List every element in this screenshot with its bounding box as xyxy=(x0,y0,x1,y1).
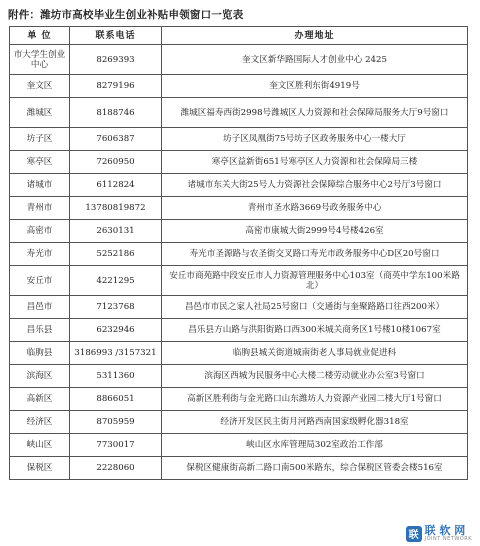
unit-cell: 寒亭区 xyxy=(10,151,70,174)
unit-cell: 临朐县 xyxy=(10,342,70,365)
phone-cell: 6112824 xyxy=(70,174,162,197)
table-row xyxy=(10,174,468,197)
unit-cell: 滨海区 xyxy=(10,365,70,388)
phone-cell: 7606387 xyxy=(70,128,162,151)
phone-cell: 13780819872 xyxy=(70,197,162,220)
unit-cell: 峡山区 xyxy=(10,434,70,457)
phone-cell: 7123768 xyxy=(70,296,162,319)
table-row xyxy=(10,243,468,266)
logo-name: 联 软 网 xyxy=(424,524,466,537)
phone-cell: 6232946 xyxy=(70,319,162,342)
unit-cell: 寿光市 xyxy=(10,243,70,266)
address-cell: 高新区胜利街与金光路口山东潍坊人力资源产业园二楼大厅1号窗口 xyxy=(162,388,468,411)
table-body xyxy=(10,45,468,480)
address-cell: 奎文区新华路国际人才创业中心 2425 xyxy=(162,45,468,75)
table-row xyxy=(10,75,468,98)
table-row xyxy=(10,434,468,457)
unit-cell: 昌乐县 xyxy=(10,319,70,342)
address-cell: 坊子区凤凰街75号坊子区政务服务中心一楼大厅 xyxy=(162,128,468,151)
table-row xyxy=(10,342,468,365)
unit-cell: 高密市 xyxy=(10,220,70,243)
address-cell: 青州市圣水路3669号政务服务中心 xyxy=(162,197,468,220)
phone-cell: 5252186 xyxy=(70,243,162,266)
phone-cell: 8269393 xyxy=(70,45,162,75)
unit-cell: 潍城区 xyxy=(10,98,70,128)
phone-cell: 7260950 xyxy=(70,151,162,174)
unit-cell: 诸城市 xyxy=(10,174,70,197)
site-logo xyxy=(406,525,472,542)
unit-cell: 市大学生创业中心 xyxy=(10,45,70,75)
unit-cell: 经济区 xyxy=(10,411,70,434)
table-row xyxy=(10,266,468,296)
table-row xyxy=(10,98,468,128)
phone-cell: 2630131 xyxy=(70,220,162,243)
phone-cell: 8705959 xyxy=(70,411,162,434)
table-row xyxy=(10,151,468,174)
phone-cell: 8866051 xyxy=(70,388,162,411)
address-cell: 潍城区福寿西街2998号潍城区人力资源和社会保障局服务大厅9号窗口 xyxy=(162,98,468,128)
table-row xyxy=(10,457,468,480)
phone-cell: 2228060 xyxy=(70,457,162,480)
unit-cell: 青州市 xyxy=(10,197,70,220)
table-row xyxy=(10,197,468,220)
phone-cell: 7730017 xyxy=(70,434,162,457)
header-address: 办理地址 xyxy=(162,27,468,45)
address-cell: 诸城市东关大街25号人力资源社会保障综合服务中心2号厅3号窗口 xyxy=(162,174,468,197)
unit-cell: 坊子区 xyxy=(10,128,70,151)
table-row xyxy=(10,388,468,411)
address-cell: 寒亭区益新街651号寒亭区人力资源和社会保障局三楼 xyxy=(162,151,468,174)
address-cell: 昌乐县方山路与洪阳街路口西300米城关商务区1号楼10楼1067室 xyxy=(162,319,468,342)
table-header-row xyxy=(10,27,468,45)
address-cell: 保税区健康街高新二路口南500米路东，综合保税区管委会楼516室 xyxy=(162,457,468,480)
page-title: 附件：潍坊市高校毕业生创业补贴申领窗口一览表 xyxy=(8,9,244,21)
phone-cell: 5311360 xyxy=(70,365,162,388)
table-row xyxy=(10,128,468,151)
phone-cell: 4221295 xyxy=(70,266,162,296)
address-cell: 临朐县城关街道城南街老人事局就业促进科 xyxy=(162,342,468,365)
header-unit: 单 位 xyxy=(10,27,70,45)
unit-cell: 奎文区 xyxy=(10,75,70,98)
address-cell: 滨海区西城为民服务中心大楼二楼劳动就业办公室3号窗口 xyxy=(162,365,468,388)
phone-cell: 8279196 xyxy=(70,75,162,98)
unit-cell: 安丘市 xyxy=(10,266,70,296)
address-cell: 奎文区胜利东街4919号 xyxy=(162,75,468,98)
address-cell: 安丘市商苑路中段安丘市人力资源管理服务中心103室（商英中学东100米路北） xyxy=(162,266,468,296)
table-row xyxy=(10,411,468,434)
phone-cell: 3186993 /3157321 xyxy=(70,342,162,365)
table-row xyxy=(10,319,468,342)
unit-cell: 保税区 xyxy=(10,457,70,480)
address-cell: 高密市康城大街2999号4号楼426室 xyxy=(162,220,468,243)
unit-cell: 高新区 xyxy=(10,388,70,411)
address-cell: 峡山区水库管理局302室政治工作部 xyxy=(162,434,468,457)
phone-cell: 8188746 xyxy=(70,98,162,128)
header-phone: 联系电话 xyxy=(70,27,162,45)
address-cell: 经济开发区民主街月河路西南国家级孵化器318室 xyxy=(162,411,468,434)
logo-subtitle: JOINT NETWORK xyxy=(424,536,472,542)
table-row xyxy=(10,296,468,319)
address-cell: 寿光市圣源路与农圣街交叉路口寿光市政务服务中心D区20号窗口 xyxy=(162,243,468,266)
table-row xyxy=(10,220,468,243)
address-cell: 昌邑市市民之家人社局25号窗口（交通街与奎聚路路口往西200米） xyxy=(162,296,468,319)
unit-cell: 昌邑市 xyxy=(10,296,70,319)
table-row xyxy=(10,45,468,75)
subsidy-window-table xyxy=(9,26,468,480)
logo-icon: 联 xyxy=(406,526,422,542)
table-row xyxy=(10,365,468,388)
